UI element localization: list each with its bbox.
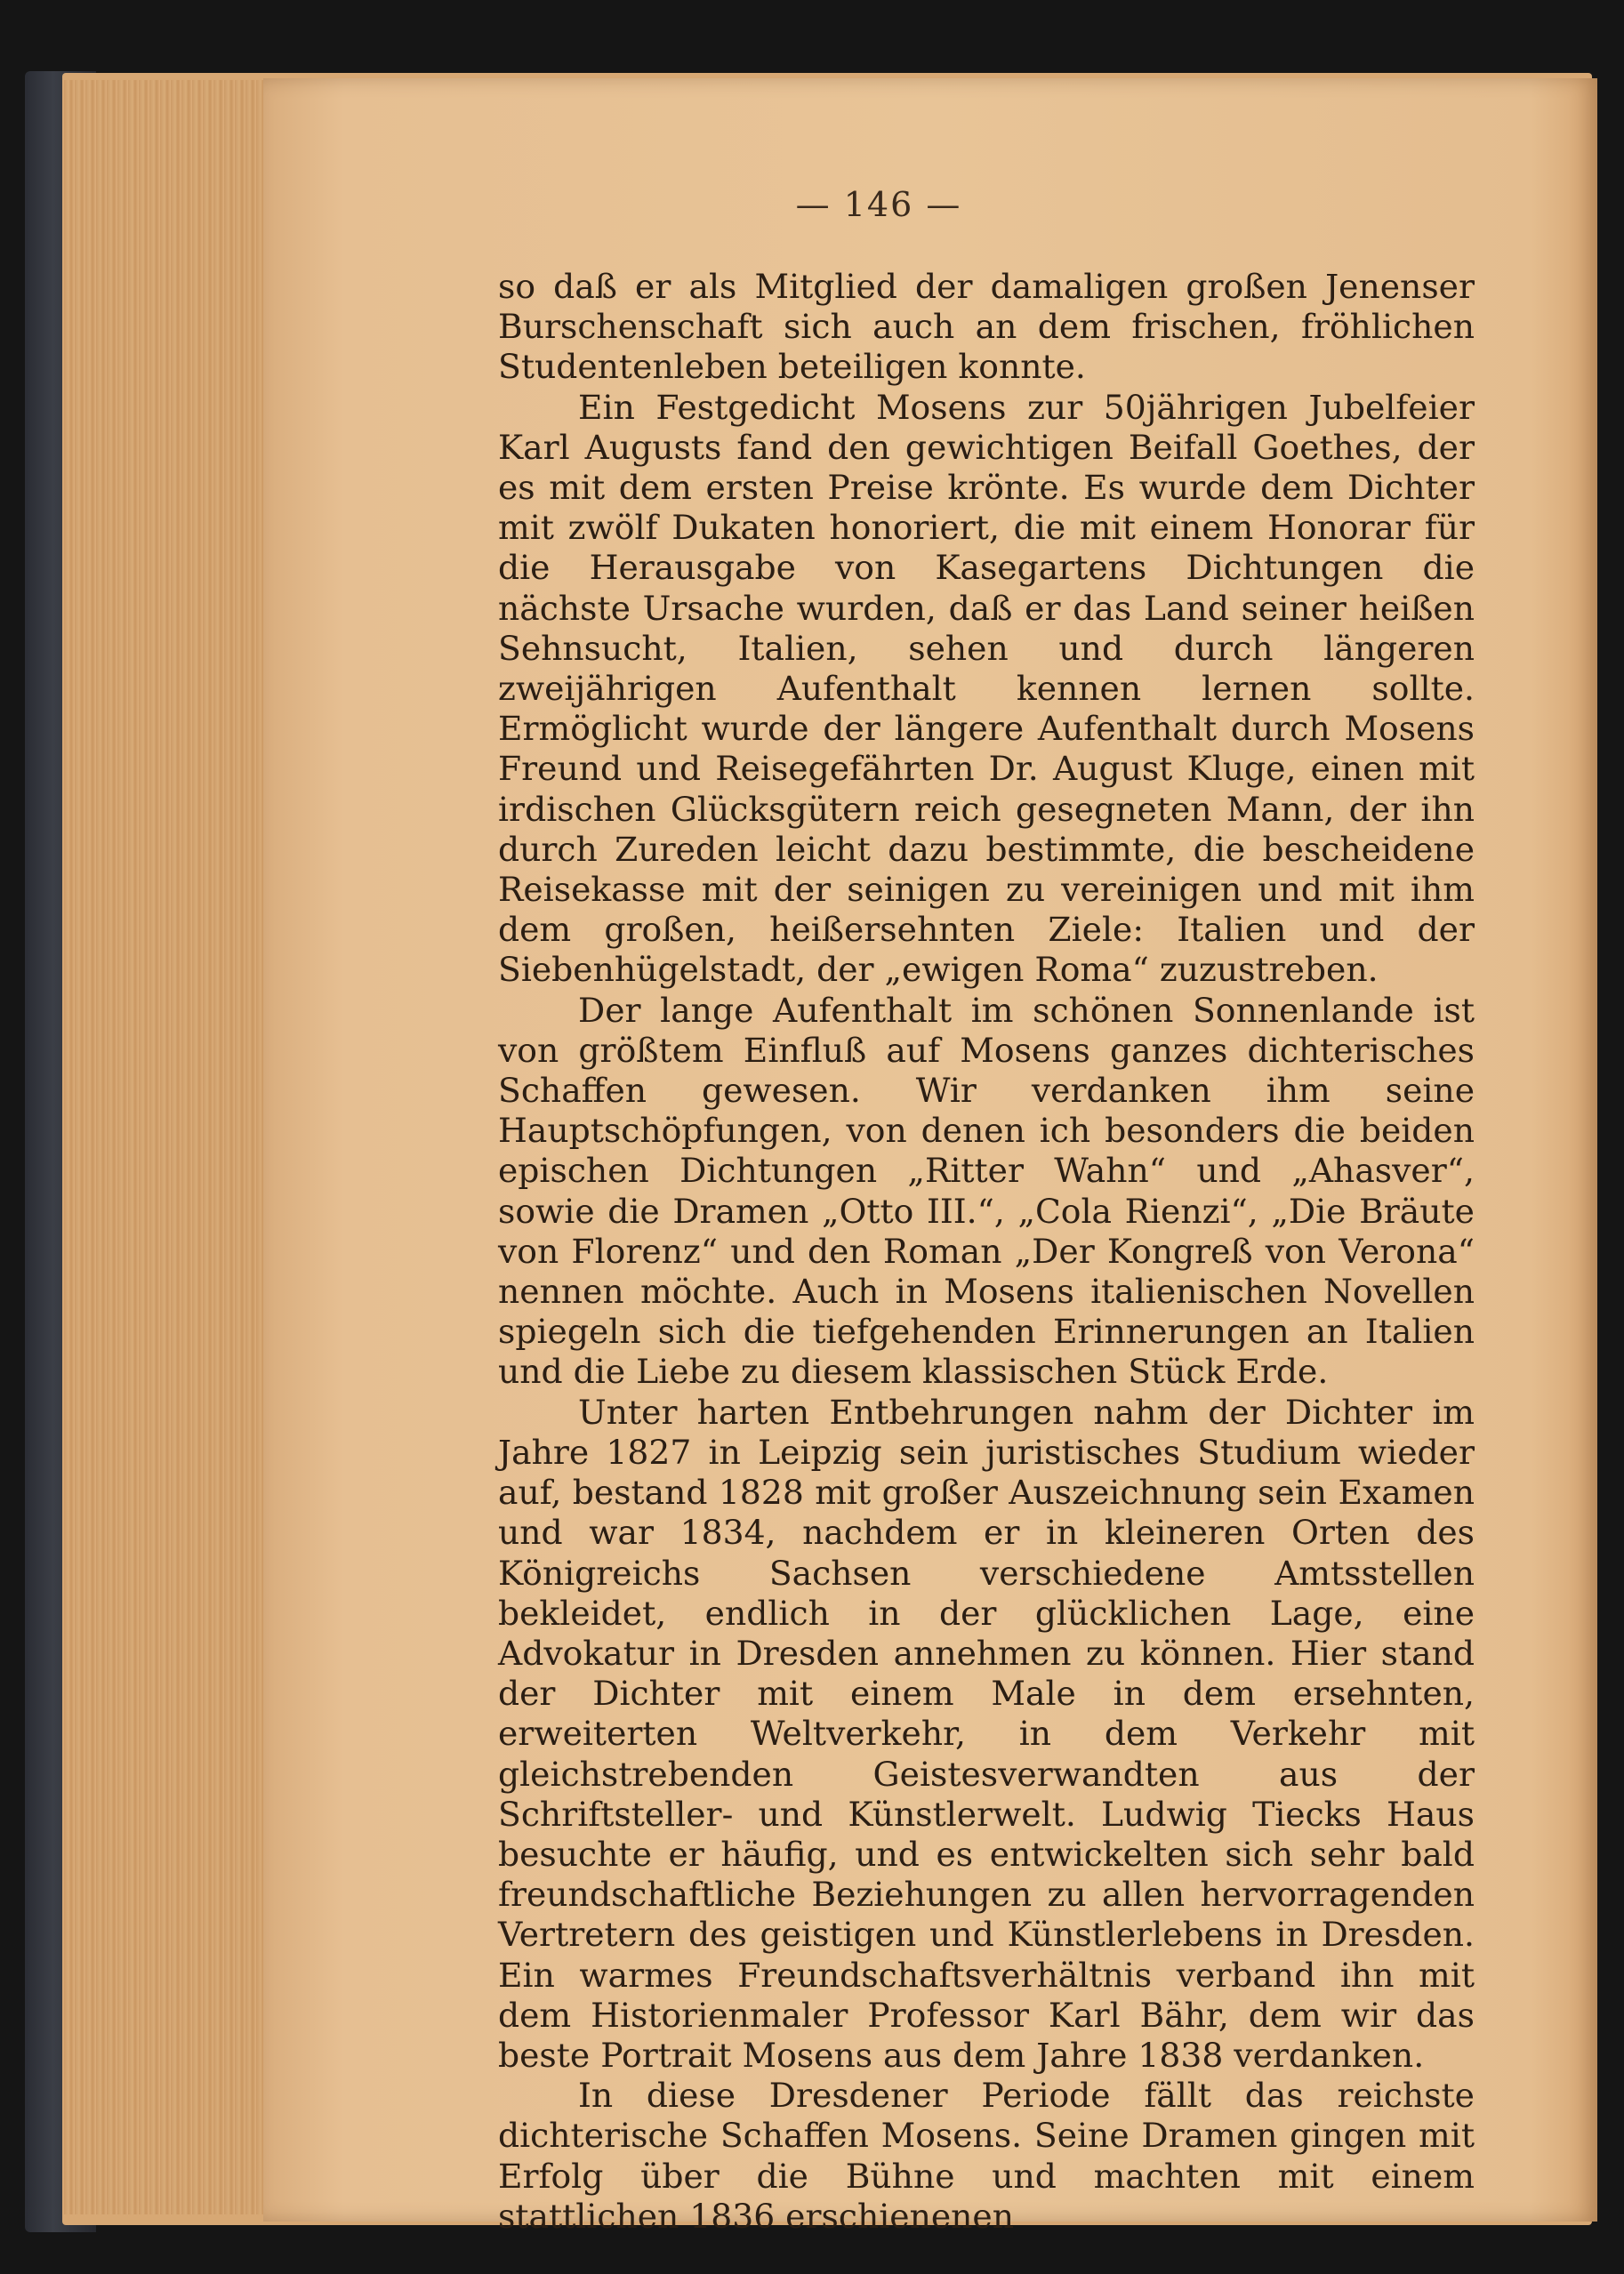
page-number: — 146 — xyxy=(795,185,962,224)
body-text xyxy=(498,267,1475,2237)
paragraph-3: Der lange Aufenthalt im schönen Sonnenlande ist von größtem Einfluß auf Mosens ganzes dichterisches Schaffen gewesen. Wir verdanken ihm seine Hauptschöpfungen, von denen ich besonders die beiden epischen Dichtungen „Ritter Wahn“ und „Ahasver“, sowie die Dramen „Otto III.“, „Cola Rienzi“, „Die Bräute von Florenz“ und den Roman „Der Kongreß von Verona“ nennen möchte. Auch in Mosens italienischen Novellen spiegeln sich die tiefgehenden Erinnerungen an Italien und die Liebe zu diesem klassischen Stück Erde. xyxy=(498,990,1475,1392)
paragraph-4: Unter harten Entbehrungen nahm der Dichter im Jahre 1827 in Leipzig sein juristisches Studium wieder auf, bestand 1828 mit großer Auszeichnung sein Examen und war 1834, nachdem er in kleineren Orten des Königreichs Sachsen verschiedene Amtsstellen bekleidet, endlich in der glücklichen Lage, eine Advokatur in Dresden annehmen zu können. Hier stand der Dichter mit einem Male in dem ersehnten, erweiterten Weltverkehr, in dem Verkehr mit gleichstrebenden Geistesverwandten aus der Schriftsteller- und Künstlerwelt. Ludwig Tiecks Haus besuchte er häufig, und es entwickelten sich sehr bald freundschaftliche Beziehungen zu allen hervorragenden Vertretern des geistigen und Künstlerlebens in Dresden. Ein warmes Freundschaftsverhältnis verband ihn mit dem Historienmaler Professor Karl Bähr, dem wir das beste Portrait Mosens aus dem Jahre 1838 verdanken. xyxy=(498,1392,1475,2075)
paragraph-5: In diese Dresdener Periode fällt das reichste dichterische Schaffen Mosens. Seine Dramen gingen mit Erfolg über die Bühne und machten mit einem stattlichen 1836 erschienenen xyxy=(498,2076,1475,2236)
paragraph-2: Ein Festgedicht Mosens zur 50jährigen Jubelfeier Karl Augusts fand den gewichtigen Beifall Goethes, der es mit dem ersten Preise krönte. Es wurde dem Dichter mit zwölf Dukaten honoriert, die mit einem Honorar für die Herausgabe von Kasegartens Dichtungen die nächste Ursache wurden, daß er das Land seiner heißen Sehnsucht, Italien, sehen und durch längeren zweijährigen Aufenthalt kennen lernen sollte. Ermöglicht wurde der längere Aufenthalt durch Mosens Freund und Reisegefährten Dr. August Kluge, einen mit irdischen Glücksgütern reich gesegneten Mann, der ihn durch Zureden leicht dazu bestimmte, die bescheidene Reisekasse mit der seinigen zu vereinigen und mit ihm dem großen, heißersehnten Ziele: Italien und der Siebenhügelstadt, der „ewigen Roma“ zuzustreben. xyxy=(498,387,1475,990)
paragraph-1: so daß er als Mitglied der damaligen großen Jenenser Burschenschaft sich auch an dem frischen, fröhlichen Studentenleben beteiligen konnte. xyxy=(498,267,1475,387)
page-edges xyxy=(64,80,277,2214)
